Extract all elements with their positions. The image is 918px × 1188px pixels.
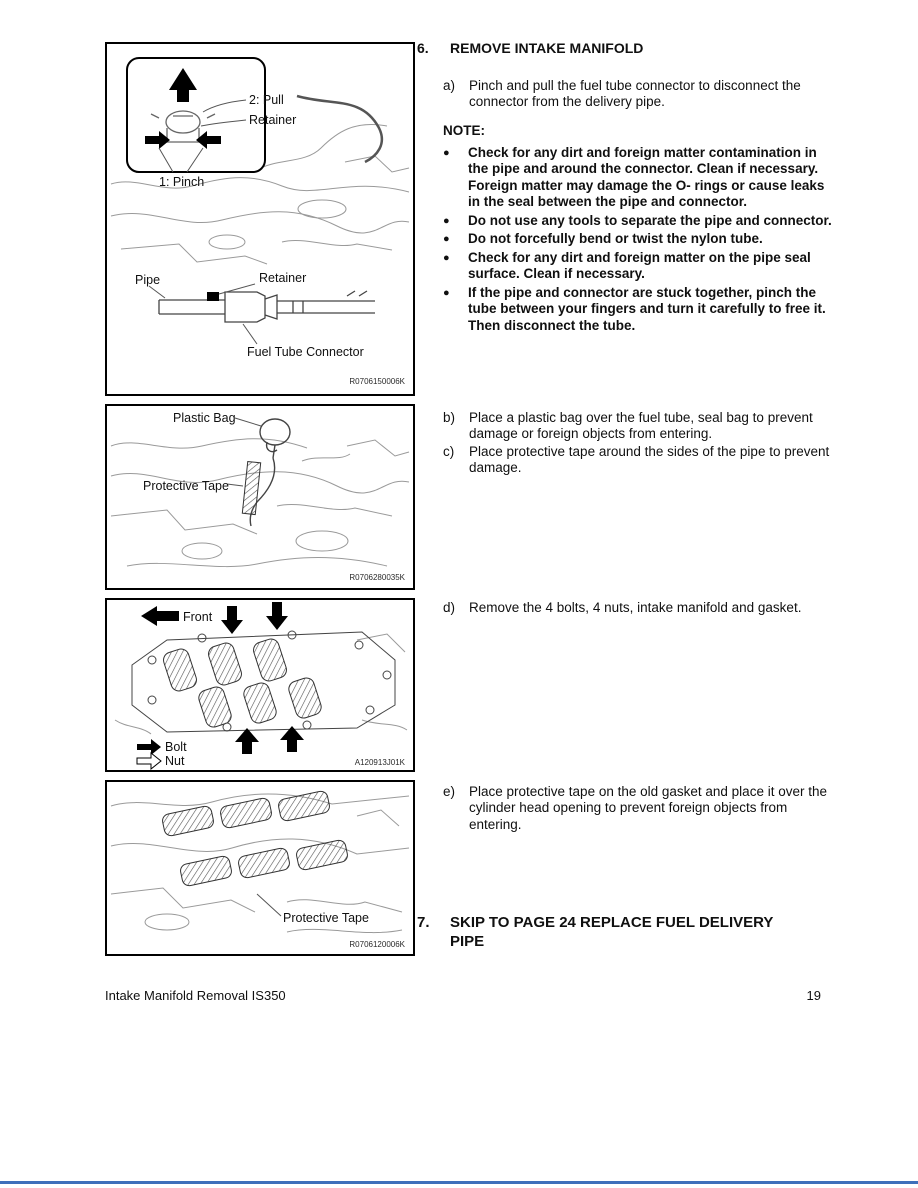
label-pull: 2: Pull [249, 93, 284, 107]
note-item: ● Do not forcefully bend or twist the nylon tube. [443, 231, 763, 247]
step-6-heading [417, 40, 643, 56]
item-c-text: Place protective tape around the sides of the pipe to prevent damage. [469, 444, 830, 476]
label-plastic-bag: Plastic Bag [173, 411, 236, 425]
tape-on-gasket-drawing [107, 782, 413, 954]
step-6-item-c [443, 444, 835, 477]
note-item: ● If the pipe and connector are stuck together, pinch the tube between your fingers and turn it carefully to free it. Then disconnect the tube. [443, 284, 826, 333]
bolt-arrows-down [221, 602, 288, 634]
item-d-letter: d) [443, 600, 456, 615]
item-e-letter: e) [443, 784, 456, 799]
footer-title: Intake Manifold Removal IS350 [105, 988, 286, 1003]
step-7-number: 7. [417, 914, 430, 931]
figure-plastic-bag [105, 404, 415, 590]
step-6-item-e [443, 784, 835, 833]
item-b-letter: b) [443, 410, 456, 425]
bullet-icon: ● [443, 251, 450, 264]
page-edge-line [0, 1181, 918, 1184]
tape-patches [161, 790, 348, 887]
note-item: ● Check for any dirt and foreign matter on the pipe seal surface. Clean if necessary. [443, 249, 811, 282]
nut-legend-arrow-icon [137, 753, 161, 769]
figure2-code: R0706280035K [349, 573, 405, 582]
note-item: ● Check for any dirt and foreign matter contamination in the pipe and around the connector. Clean if necessary. Foreign matter may damage the O- rings or cause leaks in the seal between the pipe and connector. [443, 145, 825, 210]
bolt-legend-arrow-icon [137, 739, 161, 755]
bullet-icon: ● [443, 147, 450, 159]
label-pinch: 1: Pinch [159, 175, 205, 189]
label-front: Front [183, 610, 213, 624]
step-7-title: SKIP TO PAGE 24 REPLACE FUEL DELIVERY PIPE [450, 914, 774, 950]
figure-intake-manifold-bolts [105, 598, 415, 772]
label-bolt: Bolt [165, 740, 187, 754]
pipe-diagram [159, 291, 375, 322]
note-label: NOTE: [443, 123, 485, 138]
leader-line [257, 894, 281, 916]
label-protective-tape: Protective Tape [143, 479, 229, 493]
figure3-code: A120913J01K [354, 758, 405, 767]
step-6-item-a [443, 78, 835, 111]
step-6-number: 6. [417, 40, 429, 56]
front-direction-arrow-icon [141, 606, 179, 626]
label-retainer-top: Retainer [249, 113, 297, 127]
manifold-drawing [107, 600, 413, 770]
step-6-item-b [443, 410, 835, 443]
fuel-tube-connector-drawing [107, 44, 413, 394]
item-c-letter: c) [443, 444, 455, 459]
label-pipe: Pipe [135, 273, 161, 287]
tape-strip [242, 462, 260, 515]
item-a-letter: a) [443, 78, 456, 93]
note-list [443, 145, 839, 336]
plastic-bag-drawing [107, 406, 413, 588]
fuel-hose-line [297, 96, 382, 162]
label-fuel-tube-connector: Fuel Tube Connector [247, 345, 364, 359]
note-item: ● Do not use any tools to separate the pipe and connector. [443, 212, 832, 228]
retainer-clip-mark [207, 292, 219, 301]
label-retainer: Retainer [259, 271, 307, 285]
figure4-code: R0706120006K [349, 940, 405, 949]
bullet-icon: ● [443, 233, 450, 246]
page-footer [105, 988, 821, 1003]
bullet-icon: ● [443, 286, 450, 299]
inset-connector-detail [127, 58, 265, 172]
bullet-icon: ● [443, 214, 450, 227]
step-6-title: REMOVE INTAKE MANIFOLD [450, 40, 644, 56]
intake-runners [161, 637, 323, 729]
item-b-text: Place a plastic bag over the fuel tube, seal bag to prevent damage or foreign objects from entering. [469, 410, 813, 442]
item-e-text: Place protective tape on the old gasket and place it over the cylinder head opening to prevent foreign objects from entering. [469, 784, 827, 832]
figure1-code: R0706150006K [349, 377, 405, 386]
label-protective-tape: Protective Tape [283, 911, 369, 925]
label-nut: Nut [165, 754, 185, 768]
step-6-item-d [443, 600, 863, 616]
figure-protective-tape-gasket [105, 780, 415, 956]
engine-background-lines [111, 439, 409, 567]
step-7-heading [417, 914, 800, 952]
item-d-text: Remove the 4 bolts, 4 nuts, intake manifold and gasket. [469, 600, 802, 615]
footer-page-number: 19 [806, 988, 821, 1003]
figure-fuel-tube-connector [105, 42, 415, 396]
item-a-text: Pinch and pull the fuel tube connector to disconnect the connector from the delivery pipe. [469, 78, 801, 110]
